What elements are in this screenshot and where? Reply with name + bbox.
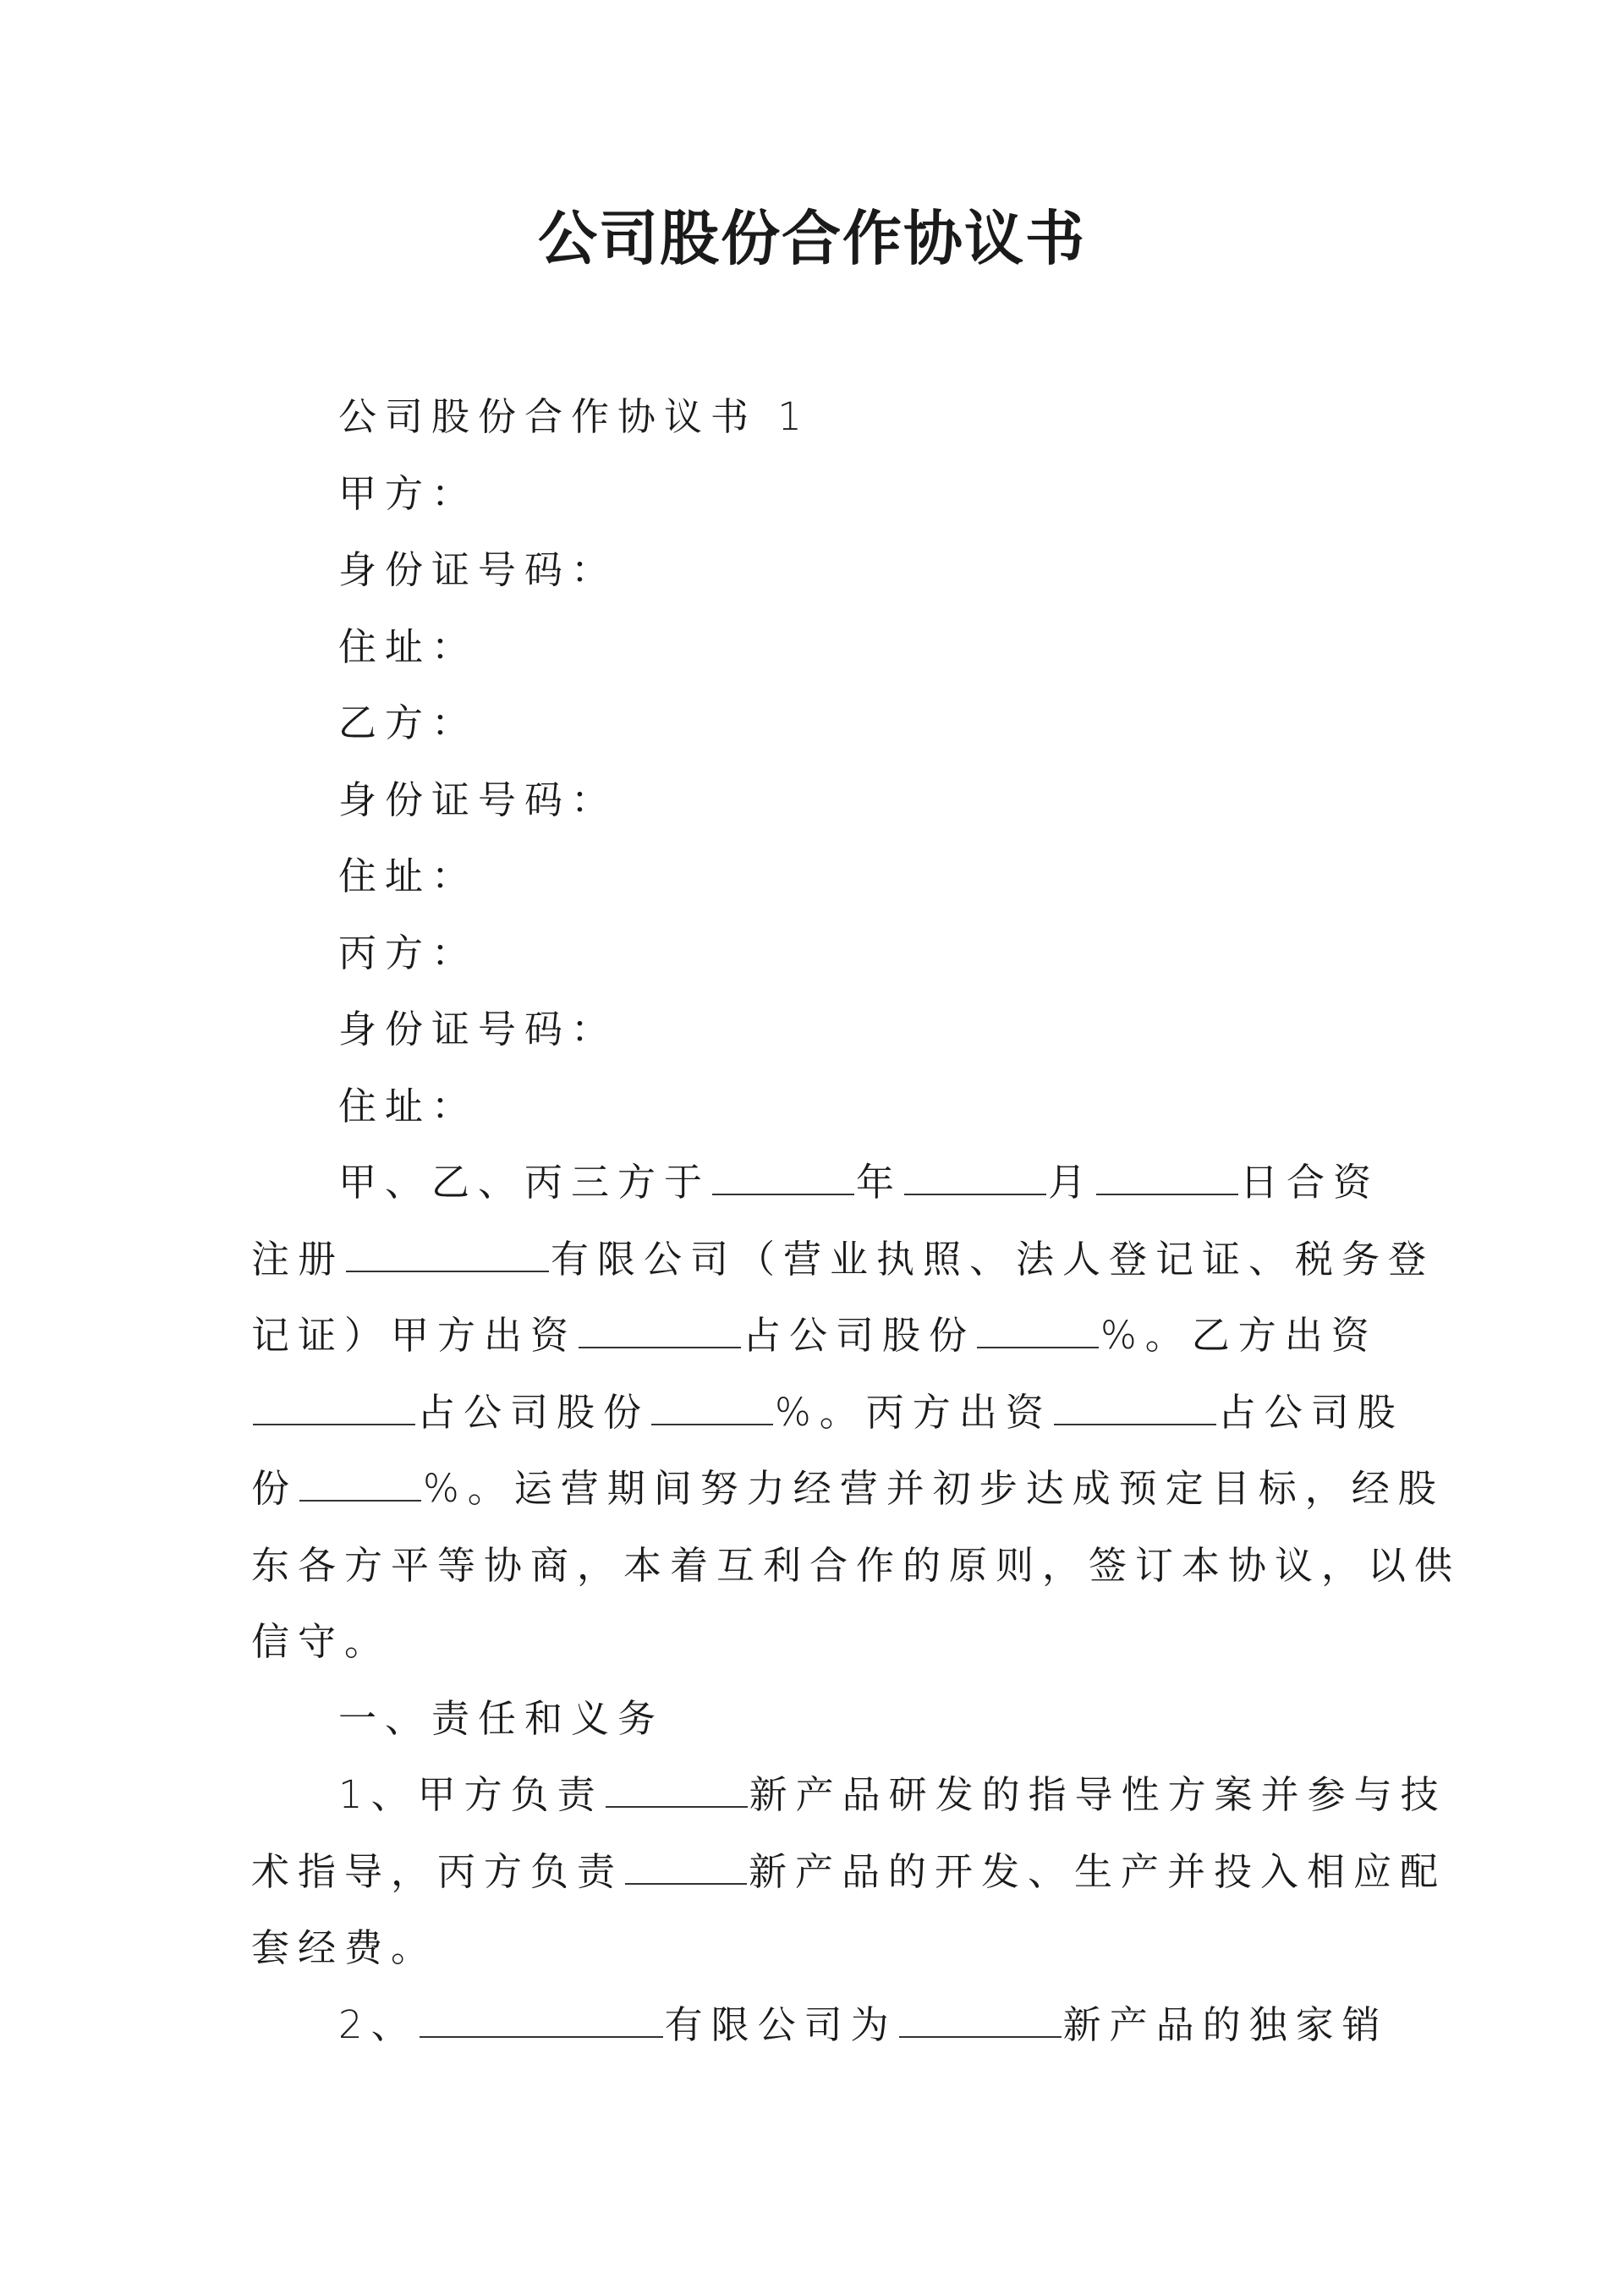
text-line: [251, 762, 1381, 839]
text-line: [251, 1834, 1447, 1911]
text-segment: 新产品研发的指导性方案并参与技: [749, 1772, 1447, 1817]
text-segment: 新产品的独家销: [1062, 2001, 1389, 2047]
text-segment: 2、: [338, 2001, 418, 2047]
text-segment: 乙方：: [338, 700, 479, 745]
text-segment: 占公司股: [1217, 1389, 1404, 1435]
text-line: [251, 685, 1381, 762]
text-segment: 套经费。: [251, 1925, 438, 1970]
text-segment: 日合资: [1240, 1160, 1380, 1205]
text-segment: 甲方：: [338, 470, 479, 516]
text-line: [251, 456, 1381, 533]
fill-in-blank: [299, 1471, 421, 1502]
text-segment: 月: [1048, 1160, 1095, 1205]
text-segment: 住址：: [338, 854, 479, 898]
text-segment: %。丙方出资: [775, 1389, 1052, 1435]
text-line: [251, 532, 1381, 609]
document-title: 公司股份合作协议书: [538, 203, 1086, 273]
text-line: [251, 838, 1381, 915]
fill-in-blank: [253, 1395, 415, 1425]
text-segment: 身份证号码：: [338, 777, 618, 822]
fill-in-blank: [651, 1395, 773, 1425]
text-segment: 公司股份合作协议书 1: [338, 394, 810, 439]
text-line: [251, 915, 1381, 992]
text-segment: 注册: [251, 1236, 345, 1282]
text-segment: 新产品的开发、生产并投入相应配: [749, 1848, 1447, 1894]
fill-in-blank: [1096, 1165, 1238, 1195]
text-segment: 份: [251, 1466, 299, 1511]
text-line: [251, 1910, 1381, 1987]
text-line: [251, 379, 1381, 456]
text-line: [251, 1681, 1381, 1758]
text-segment: 住址：: [338, 623, 479, 669]
text-segment: 信守。: [251, 1619, 392, 1664]
text-line: [251, 1451, 1445, 1528]
text-line: [251, 1757, 1447, 1834]
text-line: [251, 1604, 1381, 1681]
text-segment: 记证）甲方出资: [251, 1313, 578, 1358]
text-segment: 术指导，丙方负责: [251, 1848, 624, 1894]
text-segment: 1、甲方负责: [338, 1772, 604, 1817]
fill-in-blank: [346, 1242, 549, 1272]
text-segment: 有限公司（营业执照、法人登记证、税务登: [551, 1236, 1435, 1282]
text-line: [251, 1145, 1381, 1222]
text-segment: 年: [856, 1160, 903, 1205]
text-segment: 身份证号码：: [338, 1007, 618, 1051]
text-segment: 丙方：: [338, 930, 479, 975]
text-line: [251, 1298, 1381, 1375]
fill-in-blank: [625, 1854, 747, 1885]
fill-in-blank: [579, 1318, 741, 1348]
text-line: [251, 1987, 1389, 2064]
fill-in-blank: [1054, 1395, 1216, 1425]
text-segment: 一、责任和义务: [338, 1695, 665, 1741]
text-segment: 甲、乙、丙三方于: [338, 1160, 711, 1205]
text-segment: 住址：: [338, 1083, 479, 1128]
document-body: [251, 379, 1462, 2063]
text-segment: 东各方平等协商，本着互利合作的原则，签订本协议，以供: [251, 1542, 1462, 1588]
text-line: [251, 1375, 1404, 1452]
text-line: [251, 1528, 1462, 1605]
fill-in-blank: [420, 2007, 663, 2038]
fill-in-blank: [899, 2007, 1062, 2038]
text-segment: 有限公司为: [664, 2001, 897, 2047]
fill-in-blank: [977, 1318, 1099, 1348]
text-segment: 占公司股份: [417, 1389, 650, 1435]
text-segment: 占公司股份: [743, 1313, 976, 1358]
text-line: [251, 991, 1381, 1068]
text-segment: 身份证号码：: [338, 547, 618, 592]
text-segment: %。乙方出资: [1100, 1313, 1378, 1358]
text-line: [251, 1068, 1381, 1145]
text-segment: %。运营期间努力经营并初步达成预定目标，经股: [423, 1466, 1445, 1511]
text-line: [251, 609, 1381, 686]
fill-in-blank: [712, 1165, 854, 1195]
fill-in-blank: [606, 1777, 748, 1808]
fill-in-blank: [904, 1165, 1046, 1195]
text-line: [251, 1222, 1435, 1298]
